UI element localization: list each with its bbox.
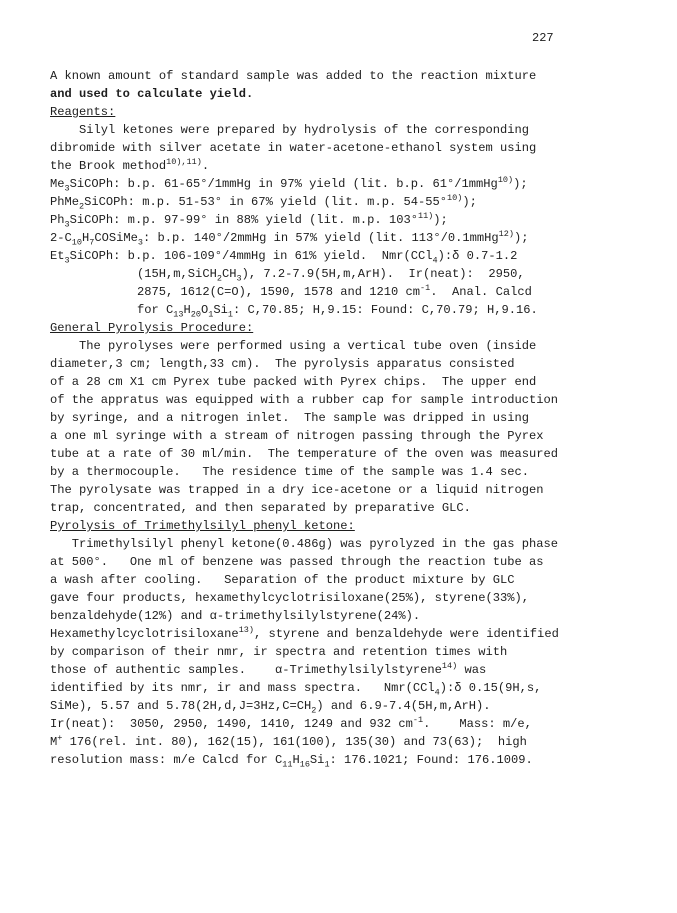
- compound-line: $2-C_{10}H_7COSiMe_3$: b.p. 140°/2mmHg in 57% yield (lit. 113°/0.1mmHg$^{12)}$);: [50, 228, 529, 248]
- section-heading-trimethylsilyl: Pyrolysis of Trimethylsilyl phenyl ketone:: [50, 519, 355, 533]
- compound-line: $Me_3SiCOPh$: b.p. 61-65°/1mmHg in 97% yield (lit. b.p. 61°/1mmHg$^{10)}$);: [50, 174, 528, 194]
- text-line: A known amount of standard sample was added to the reaction mixture: [50, 69, 537, 83]
- text-line: by a thermocouple. The residence time of the sample was 1.4 sec.: [50, 465, 529, 479]
- text-line: a one ml syringe with a stream of nitrogen passing through the Pyrex: [50, 429, 544, 443]
- text-line: by comparison of their nmr, ir spectra and retention times with: [50, 645, 508, 659]
- text-line: Hexamethylcyclotrisiloxane$^{13)}$, styrene and benzaldehyde were identified: [50, 624, 559, 641]
- page-number: 227: [532, 31, 554, 45]
- text-line: those of authentic samples. α-Trimethylsilylstyrene$^{14)}$ was: [50, 660, 487, 677]
- section-heading-reagents: Reagents:: [50, 105, 116, 119]
- text-line: $(15H,m,SiCH_2CH_3)$, 7.2-7.9(5H,m,ArH). Ir(neat): 2950,: [137, 267, 525, 284]
- text-line: at 500°. One ml of benzene was passed through the reaction tube as: [50, 555, 544, 569]
- text-line: for $C_{13}H_{20}O_1Si_1$: C,70.85; H,9.15: Found: C,70.79; H,9.16.: [137, 303, 538, 320]
- text-line: trap, concentrated, and then separated by preparative GLC.: [50, 501, 471, 515]
- text-line: SiMe), 5.57 and $5.78(2H,d,J=3Hz,C=CH_2)$ and 6.9-7.4(5H,m,ArH).: [50, 699, 491, 716]
- text-line: identified by its nmr, ir and mass spectra. Nmr(CCl$_4$):δ 0.15(9H,s,: [50, 681, 542, 698]
- text-line: The pyrolysate was trapped in a dry ice-acetone or a liquid nitrogen: [50, 483, 544, 497]
- text-line: of a 28 cm X1 cm Pyrex tube packed with Pyrex chips. The upper end: [50, 375, 537, 389]
- text-line: The pyrolyses were performed using a vertical tube oven (inside: [50, 339, 537, 353]
- text-line: a wash after cooling. Separation of the product mixture by GLC: [50, 573, 515, 587]
- text-line: Ir(neat): 3050, 2950, 1490, 1410, 1249 and 932 $cm^{-1}$. Mass: m/e,: [50, 714, 532, 731]
- text-line: Silyl ketones were prepared by hydrolysis of the corresponding: [50, 123, 529, 137]
- text-line: by syringe, and a nitrogen inlet. The sample was dripped in using: [50, 411, 529, 425]
- text-line: tube at a rate of 30 ml/min. The temperature of the oven was measured: [50, 447, 559, 461]
- text-line: M+ 176(rel. int. 80), 162(15), 161(100), 135(30) and 73(63); high: [50, 732, 527, 749]
- text-line: of the appratus was equipped with a rubber cap for sample introduction: [50, 393, 559, 407]
- text-line: resolution mass: m/e Calcd for $C_{11}H_{16}Si_1$: 176.1021; Found: 176.1009.: [50, 753, 533, 770]
- text-line: gave four products, hexamethylcyclotrisiloxane(25%), styrene(33%),: [50, 591, 529, 605]
- compound-line: $Et_3SiCOPh$: b.p. 106-109°/4mmHg in 61% yield. Nmr(CCl$_4$):δ 0.7-1.2: [50, 249, 518, 266]
- compound-line: $Ph_3SiCOPh$: m.p. 97-99° in 88% yield (lit. m.p. 103°$^{11)}$);: [50, 210, 448, 230]
- text-line: the Brook method$^{10),11)}$.: [50, 156, 210, 173]
- text-line: dibromide with silver acetate in water-acetone-ethanol system using: [50, 141, 537, 155]
- text-line: and used to calculate yield.: [50, 87, 254, 101]
- text-line: benzaldehyde(12%) and α-trimethylsilylstyrene(24%).: [50, 609, 421, 623]
- text-line: Trimethylsilyl phenyl ketone(0.486g) was pyrolyzed in the gas phase: [50, 537, 559, 551]
- text-line: 2875, 1612(C=O), 1590, 1578 and 1210 $cm^{-1}$. Anal. Calcd: [137, 282, 532, 299]
- text-line: diameter,3 cm; length,33 cm). The pyrolysis apparatus consisted: [50, 357, 515, 371]
- section-heading-pyrolysis: General Pyrolysis Procedure:: [50, 321, 254, 335]
- compound-line: PhMe$_2$SiCOPh: m.p. 51-53° in 67% yield (lit. m.p. 54-55°$^{10)}$);: [50, 192, 477, 212]
